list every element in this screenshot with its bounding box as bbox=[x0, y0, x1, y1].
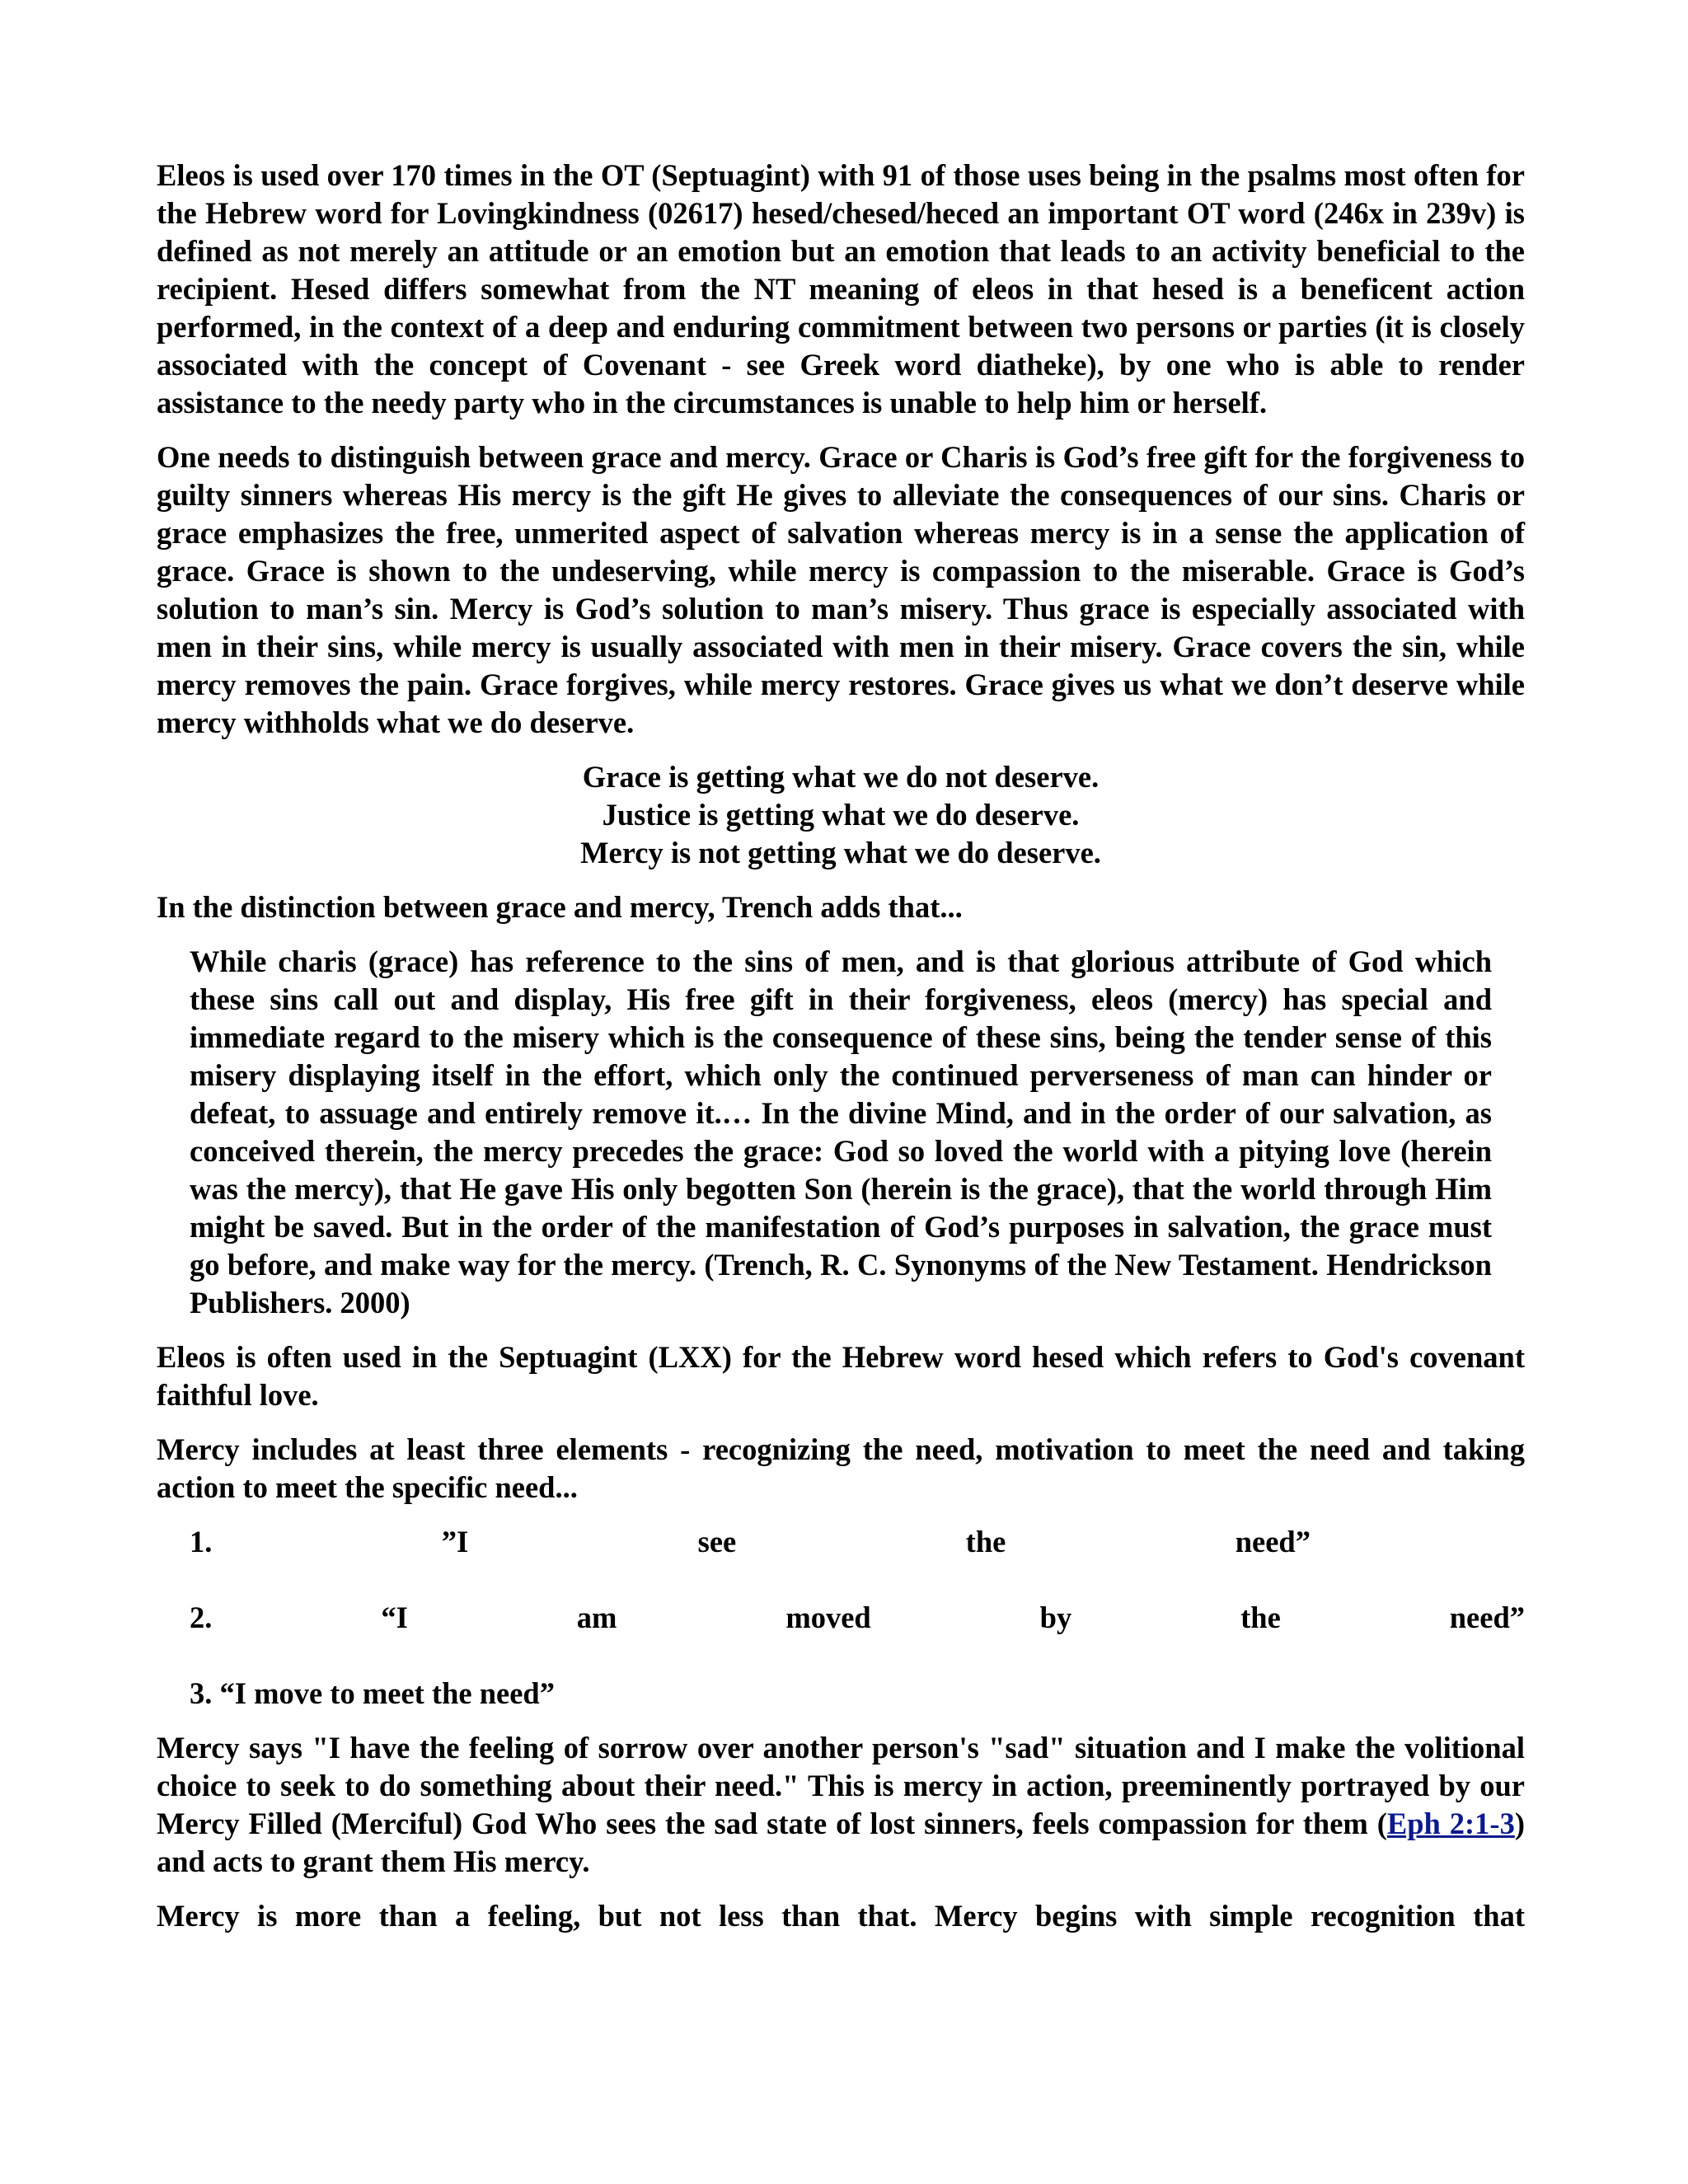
paragraph-septuagint: Eleos is often used in the Septuagint (LXX) for the Hebrew word hesed which refers to God's covenant faithful love. bbox=[157, 1340, 1525, 1412]
centered-definitions bbox=[157, 758, 1525, 872]
definition-justice: Justice is getting what we do deserve. bbox=[602, 798, 1080, 832]
text-column bbox=[157, 157, 1525, 1952]
list-item: 3. “I move to meet the need” bbox=[190, 1676, 555, 1710]
trench-quote: While charis (grace) has reference to the sins of men, and is that glorious attribute of God which these sins call out and display, His free gift in their forgiveness, eleos (mercy) has special and immediate regard to the misery which is the consequence of these sins, being the tender sense of this misery displaying itself in the effort, which only the continued perverseness of man can hinder or defeat, to assuage and entirely remove it.… In the divine Mind, and in the order of our salvation, as conceived therein, the mercy precedes the grace: God so loved the world with a pitying love (herein was the mercy), that He gave His only begotten Son (herein is the grace), that the world through Him might be saved. But in the order of the manifestation of God’s purposes in salvation, the grace must go before, and make way for the mercy. (Trench, R. C. Synonyms of the New Testament. Hendrickson Publishers. 2000) bbox=[190, 944, 1492, 1319]
trench-intro: In the distinction between grace and mercy, Trench adds that... bbox=[157, 890, 963, 924]
eph-2-1-3-link[interactable]: Eph 2:1-3 bbox=[1386, 1807, 1515, 1840]
paragraph-three-elements: Mercy includes at least three elements - recognizing the need, motivation to meet the need and taking action to meet the specific need... bbox=[157, 1432, 1525, 1504]
paragraph-eleos-hesed: Eleos is used over 170 times in the OT (Septuagint) with 91 of those uses being in the psalms most often for the Hebrew word for Lovingkindness (02617) hesed/chesed/heced an important OT word (246x in 239v) is defined as not merely an attitude or an emotion but an emotion that leads to an activity beneficial to the recipient. Hesed differs somewhat from the NT meaning of eleos in that hesed is a beneficent action performed, in the context of a deep and enduring commitment between two persons or parties (it is closely associated with the concept of Covenant - see Greek word diatheke), by one who is able to render assistance to the needy party who in the circumstances is unable to help him or herself. bbox=[157, 158, 1525, 419]
list-item: 1. ”I see the need” bbox=[190, 1525, 1311, 1558]
definition-mercy: Mercy is not getting what we do deserve. bbox=[580, 836, 1101, 869]
paragraph-grace-vs-mercy: One needs to distinguish between grace and mercy. Grace or Charis is God’s free gift for the forgiveness to guilty sinners whereas His mercy is the gift He gives to alleviate the consequences of our sins. Charis or grace emphasizes the free, unmerited aspect of salvation whereas mercy is in a sense the application of grace. Grace is shown to the undeserving, while mercy is compassion to the miserable. Grace is God’s solution to man’s sin. Mercy is God’s solution to man’s misery. Thus grace is especially associated with men in their sins, while mercy is usually associated with men in their misery. Grace covers the sin, while mercy removes the pain. Grace forgives, while mercy restores. Grace gives us what we don’t deserve while mercy withholds what we do deserve. bbox=[157, 440, 1525, 739]
elements-list bbox=[190, 1523, 1525, 1713]
paragraph-more-than-feeling: Mercy is more than a feeling, but not less than that. Mercy begins with simple recognition that bbox=[157, 1899, 1525, 1933]
paragraph-mercy-says: Mercy says "I have the feeling of sorrow over another person's "sad" situation and I make the volitional choice to seek to do something about their need." This is mercy in action, preeminently portrayed by our Mercy Filled (Merciful) God Who sees the sad state of lost sinners, feels compassion for them (Eph 2:1-3) and acts to grant them His mercy. bbox=[157, 1731, 1525, 1878]
list-item: 2. “I am moved by the need” bbox=[190, 1601, 1525, 1634]
definition-grace: Grace is getting what we do not deserve. bbox=[582, 760, 1100, 794]
